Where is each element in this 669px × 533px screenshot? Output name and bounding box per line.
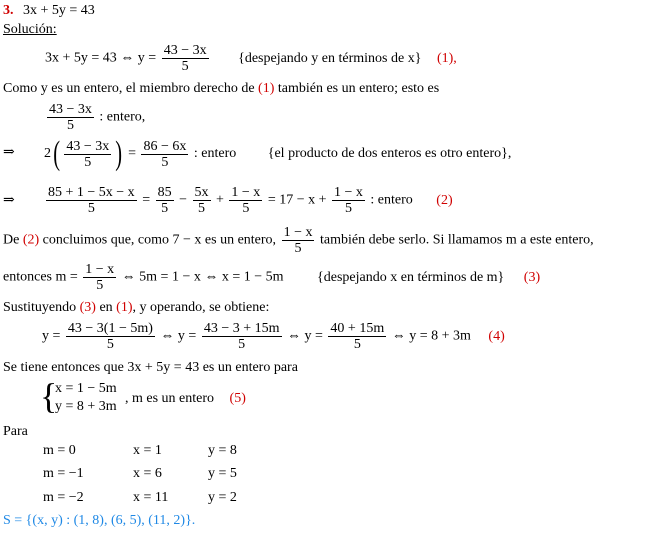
- step1-frac-num: 43 − 3x: [163, 43, 207, 58]
- step3-frac-num: 43 − 3x: [66, 138, 110, 154]
- step2-frac-num: 43 − 3x: [49, 102, 92, 117]
- step4-f5-den: 5: [344, 201, 352, 216]
- step2-frac-den: 5: [66, 118, 74, 133]
- step6-f1-num: 43 − 3(1 − 5m): [67, 321, 153, 336]
- step4-f4-num: 1 − x: [231, 185, 261, 200]
- para1-text-a: Como y es un entero, el miembro derecho de: [3, 81, 255, 96]
- table-row-m: m = −2: [43, 490, 84, 505]
- para2-frac-num: 1 − x: [283, 225, 313, 240]
- step1-fraction: [162, 43, 209, 74]
- step5-frac-den: 5: [96, 278, 104, 293]
- system-tail: [125, 391, 246, 407]
- step6-fraction-2: [202, 321, 282, 352]
- step4-f3-num: 5x: [194, 185, 209, 200]
- para3-ref1: (3): [79, 300, 96, 315]
- step2-text: : entero,: [99, 109, 146, 125]
- step4-fraction-3: [193, 185, 211, 216]
- para2-frac-den: 5: [294, 241, 302, 256]
- para2-ref: (2): [22, 232, 40, 248]
- para1-text-b: también es un entero; esto es: [277, 81, 440, 96]
- step3-text: : entero: [193, 146, 237, 162]
- step3-coef: 2: [44, 146, 51, 162]
- para2-text-a: De: [3, 232, 20, 248]
- step6-f1-den: 5: [106, 337, 114, 352]
- step4-ref: (2): [436, 192, 453, 208]
- system-eq1: x = 1 − 5m: [55, 381, 117, 396]
- step4-mid: = 17 − x +: [267, 192, 327, 208]
- system-eq2: y = 8 + 3m: [55, 399, 117, 414]
- step6-f2-den: 5: [238, 337, 246, 352]
- step5-text-b: ⇔ 5m = 1 − x ⇔ x = 1 − 5m: [121, 269, 284, 285]
- para3-ref2: (1): [116, 300, 133, 315]
- paragraph-2: [3, 225, 594, 256]
- step6-d: ⇔ y = 8 + 3m: [391, 328, 471, 344]
- step4-fraction-5: [332, 185, 365, 216]
- paragraph-5: Para: [3, 424, 28, 439]
- system-ref: (5): [229, 391, 246, 406]
- step5-note: {despejando x en términos de m}: [317, 269, 505, 285]
- step5-expression: [3, 262, 540, 293]
- step1-frac-den: 5: [181, 59, 189, 74]
- step4-minus: −: [179, 192, 187, 208]
- table-row-y: y = 2: [208, 490, 237, 505]
- paragraph-3: [3, 300, 269, 316]
- step4-fraction-1: [46, 185, 137, 216]
- step1-equation: [45, 43, 457, 74]
- table-row-y: y = 8: [208, 443, 237, 458]
- table-row-y: y = 5: [208, 466, 237, 481]
- step3-frac2-den: 5: [161, 154, 169, 170]
- para2-fraction: [282, 225, 315, 256]
- solution-label: Solución:: [3, 22, 57, 37]
- step6-f2-num: 43 − 3 + 15m: [203, 321, 280, 336]
- step6-fraction-3: [328, 321, 386, 352]
- step3-eq: =: [128, 146, 136, 162]
- step1-lhs: 3x + 5y = 43 ⇔ y =: [45, 50, 157, 66]
- table-row-x: x = 6: [133, 466, 162, 481]
- problem-statement: [3, 3, 95, 19]
- step6-ref: (4): [488, 328, 505, 344]
- right-paren: ): [115, 135, 123, 172]
- problem-equation: 3x + 5y = 43: [23, 3, 95, 18]
- step6-f3-den: 5: [353, 337, 361, 352]
- step6-c: ⇔ y =: [287, 328, 323, 344]
- answer-set: S = {(x, y) : (1, 8), (6, 5), (11, 2)}.: [3, 513, 196, 528]
- para1-ref: (1): [258, 81, 275, 96]
- paragraph-4: Se tiene entonces que 3x + 5y = 43 es un entero para: [3, 360, 298, 375]
- step6-b: ⇔ y =: [160, 328, 197, 344]
- step3-frac2-num: 86 − 6x: [143, 138, 187, 154]
- table-row-m: m = −1: [43, 466, 84, 481]
- step4-f3-den: 5: [198, 201, 205, 216]
- table-row-x: x = 1: [133, 443, 162, 458]
- step4-f1-den: 5: [87, 201, 95, 216]
- step4-text: : entero: [370, 192, 413, 208]
- left-brace: {: [40, 376, 58, 416]
- para2-text-c: también debe serlo. Si llamamos m a este entero,: [319, 232, 594, 248]
- system-comma: ,: [125, 391, 129, 406]
- step4-expression: [44, 185, 453, 216]
- problem-number: 3.: [3, 3, 14, 18]
- step4-f5-num: 1 − x: [334, 185, 363, 200]
- step4-eq1: =: [142, 192, 151, 208]
- step3-expression: [44, 137, 511, 171]
- step6-f3-num: 40 + 15m: [330, 321, 385, 336]
- para3-text-a: Sustituyendo: [3, 300, 77, 315]
- step3-arrow: ⇒: [3, 145, 15, 160]
- table-row-m: m = 0: [43, 443, 76, 458]
- para2-text-b: concluimos que, como 7 − x es un entero,: [42, 232, 277, 248]
- step4-arrow: ⇒: [3, 193, 15, 208]
- step5-fraction: [83, 262, 116, 293]
- step3-note: {el producto de dos enteros es otro entero},: [267, 146, 512, 162]
- step6-fraction-1: [66, 321, 155, 352]
- step1-note: {despejando y en términos de x}: [238, 50, 422, 66]
- step4-fraction-2: [156, 185, 174, 216]
- step5-frac-num: 1 − x: [85, 262, 115, 277]
- step4-f1-num: 85 + 1 − 5x − x: [48, 185, 135, 200]
- step5-ref: (3): [523, 269, 541, 285]
- paragraph-1: [3, 81, 439, 97]
- step5-text-a: entonces m =: [3, 269, 78, 285]
- step3-fraction: [64, 139, 111, 170]
- step6-expression: [42, 321, 505, 352]
- para3-text-b: en: [99, 300, 113, 315]
- step4-plus: +: [216, 192, 224, 208]
- step3-fraction-2: [141, 139, 188, 170]
- step4-f4-den: 5: [242, 201, 250, 216]
- step3-frac-den: 5: [84, 154, 92, 170]
- step6-a: y =: [42, 328, 61, 344]
- para3-text-c: , y operando, se obtiene:: [132, 300, 270, 315]
- step4-f2-num: 85: [157, 185, 172, 200]
- step4-fraction-4: [229, 185, 262, 216]
- step4-f2-den: 5: [161, 201, 169, 216]
- step1-ref: (1),: [436, 50, 457, 66]
- step2-expression: [45, 102, 145, 133]
- left-paren: (: [53, 135, 61, 172]
- system-text: m es un entero: [132, 391, 215, 406]
- table-row-x: x = 11: [133, 490, 169, 505]
- step2-fraction: [47, 102, 94, 133]
